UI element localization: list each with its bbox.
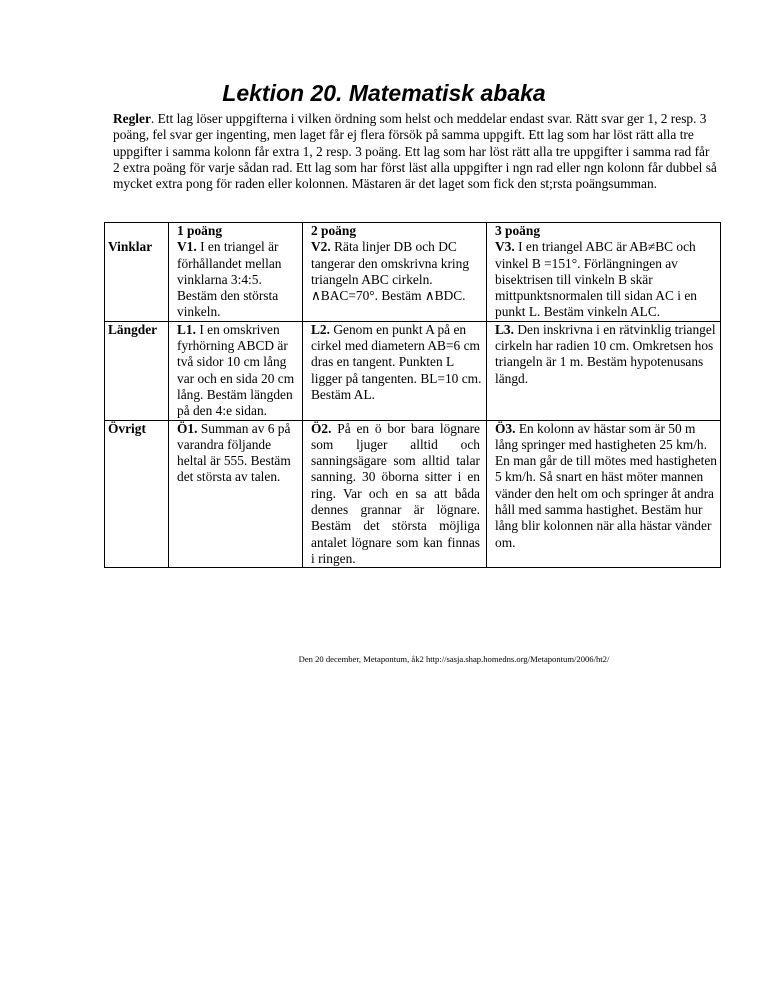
problem-code: V3.: [495, 239, 515, 255]
problem-code: Ö1.: [177, 420, 198, 436]
cell-l2: [303, 321, 487, 420]
problem-code: Ö3.: [495, 420, 516, 436]
rules-text: . Ett lag löser uppgifterna i vilken ördning som helst och meddelar endast svar. Rätt svar ger 1, 2 resp. 3 poäng, fel svar ger ingenting, men laget får ej flera försök på samma uppgift. Ett lag som har löst rätt alla tre uppgifter i samma kolonn får extra 1, 2 resp. 3 poäng. Ett lag som har löst rätt alla tre uppgifter i samma rad får 2 extra poäng för varje sådan rad. Ett lag som har först läst alla uppgifter i ngn rad eller ngn kolonn får dubbel så mycket extra pong för raden eller kolonnen. Mästaren är det laget som fick den st;rsta poängsumman.: [113, 111, 717, 192]
problem-code: L1.: [177, 321, 196, 337]
page-footer: Den 20 december, Metapontum, åk2 http://sasja.shap.homedns.org/Metapontum/2006/ht2/: [298, 654, 610, 664]
cell-l3: [487, 321, 721, 420]
problem-code: L3.: [495, 321, 514, 337]
row-label: Övrigt: [105, 420, 169, 568]
cell-l1: [169, 321, 303, 420]
cell-o1: [169, 420, 303, 568]
problem-text: Den inskrivna i en rätvinklig triangel cirkeln har radien 10 cm. Omkretsen hos triangeln är 1 m. Bestäm hypotenusans längd.: [495, 321, 716, 386]
problem-code: Ö2.: [311, 420, 332, 436]
rules-paragraph: [113, 111, 718, 192]
row-label: Vinklar: [105, 223, 169, 322]
cell-o2: [303, 420, 487, 568]
table-row-vinklar: [105, 223, 721, 322]
problem-text: I en omskriven fyrhörning ABCD är två sidor 10 cm lång var och en sida 20 cm lång. Bestäm längden på den 4:e sidan.: [177, 321, 295, 419]
page-title: Lektion 20. Matematisk abaka: [222, 80, 546, 106]
cell-v2: [303, 223, 487, 322]
rules-lead: Regler: [113, 111, 151, 126]
problem-text: Summan av 6 på varandra följande heltal är 555. Bestäm det största av talen.: [177, 420, 291, 485]
problem-code: V2.: [311, 239, 331, 255]
problem-text: I en triangel ABC är AB≠BC och vinkel B =151°. Förlängningen av bisektrisen till vinkeln B skär mittpunktsnormalen till sidan AC i en punkt L. Bestäm vinkeln ALC.: [495, 239, 697, 320]
problem-text: En kolonn av hästar som är 50 m lång springer med hastigheten 25 km/h. En man går de till mötes med hastigheten 5 km/h. Så snart en häst möter mannen vänder den helt om och springer åt andra håll med samma hastighet. Bestäm hur lång blir kolonnen när alla hästar vänder om.: [495, 420, 718, 550]
column-header-3: 3 poäng: [495, 223, 541, 238]
column-header-1: 1 poäng: [177, 223, 223, 238]
cell-v1: [169, 223, 303, 322]
problem-text: På en ö bor bara lögnare som ljuger alltid och sanningsägare som alltid talar sanning. 30 öborna sitter i en ring. Var och en sa att båda dennes grannar är lögnare. Bestäm det största möjliga antalet lögnare som kan finnas i ringen.: [311, 420, 480, 566]
cell-o3: [487, 420, 721, 568]
problem-text: I en triangel är förhållandet mellan vinklarna 3:4:5. Bestäm den största vinkeln.: [177, 239, 282, 320]
column-header-2: 2 poäng: [311, 223, 357, 238]
problem-code: L2.: [311, 321, 330, 337]
problem-table: [104, 222, 721, 568]
problem-code: V1.: [177, 239, 197, 255]
table-row-langder: [105, 321, 721, 420]
problem-text: Räta linjer DB och DC tangerar den omskrivna kring triangeln ABC cirkeln. ∧BAC=70°. Bestäm ∧BDC.: [311, 239, 470, 304]
problem-text: Genom en punkt A på en cirkel med diametern AB=6 cm dras en tangent. Punkten L ligger på tangenten. BL=10 cm. Bestäm AL.: [311, 321, 482, 402]
table-row-ovrigt: [105, 420, 721, 568]
row-label: Längder: [105, 321, 169, 420]
cell-v3: [487, 223, 721, 322]
